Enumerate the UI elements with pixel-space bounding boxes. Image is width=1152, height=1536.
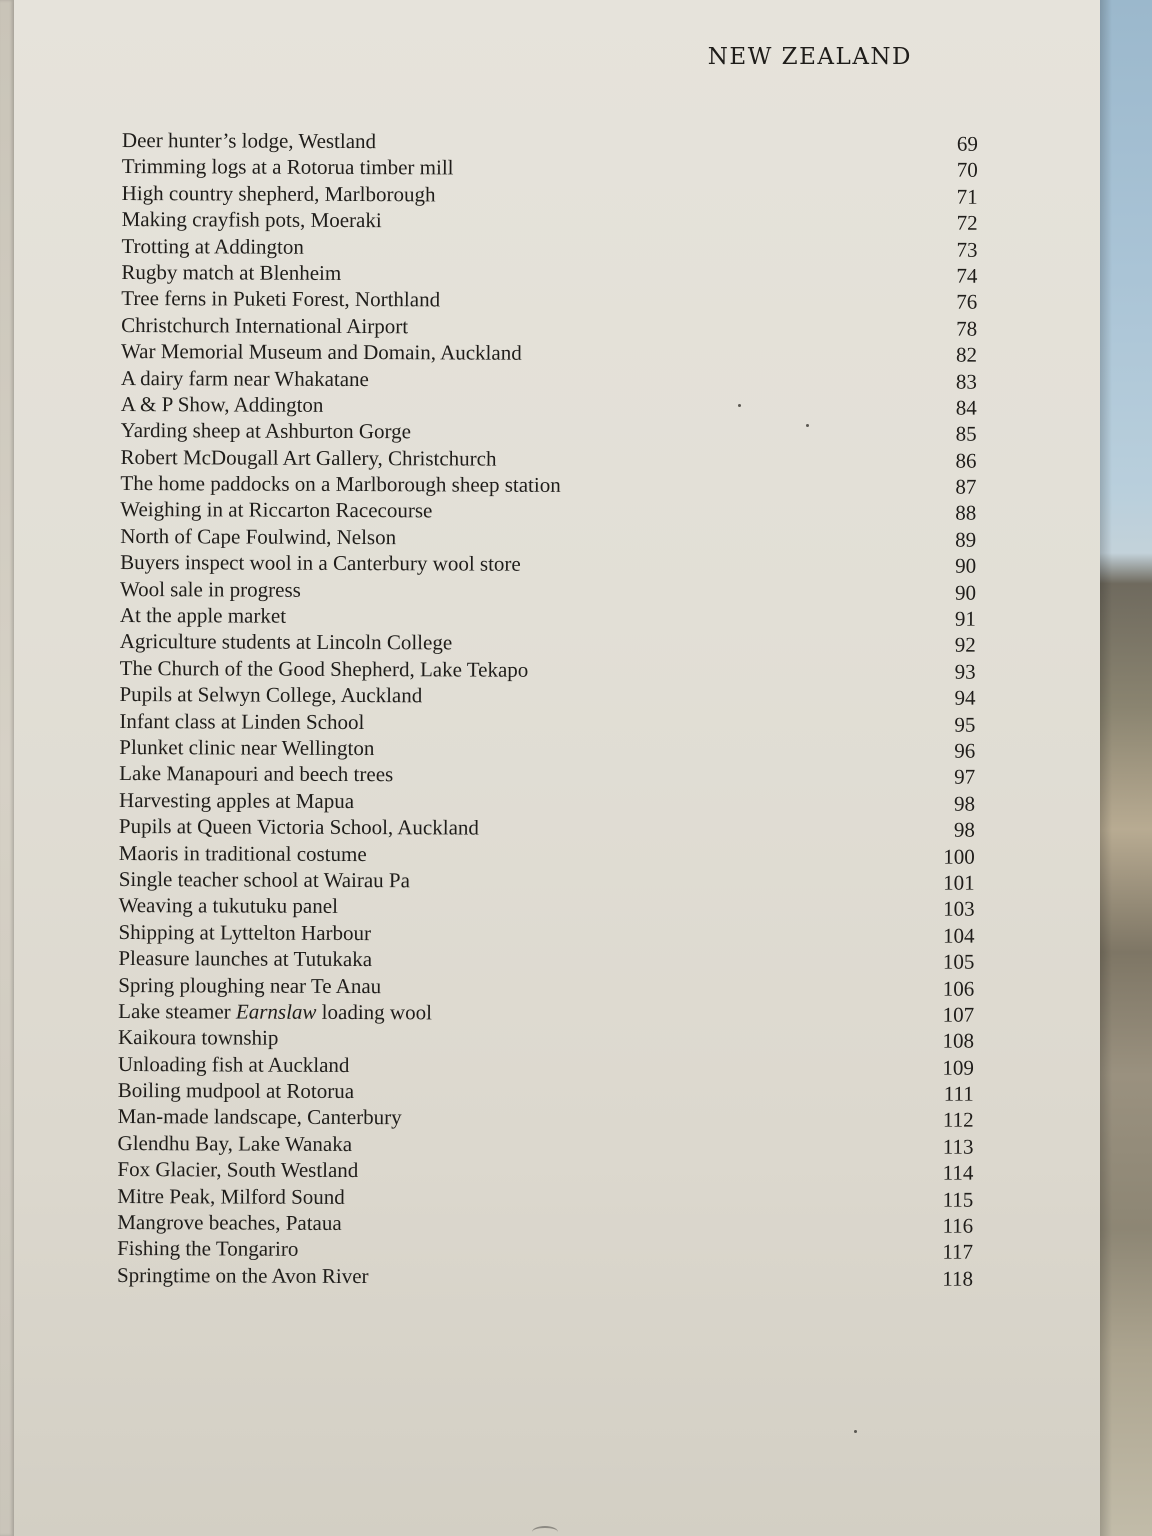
entry-page-number: 112 [942, 1108, 974, 1133]
list-entry [118, 1078, 974, 1108]
entry-title: Lake Manapouri and beech trees [119, 761, 394, 787]
list-entry [119, 682, 975, 712]
book-page [14, 0, 1100, 1536]
entry-title: A & P Show, Addington [120, 391, 324, 417]
entry-page-number: 114 [942, 1160, 974, 1185]
cover-shadow [1100, 0, 1112, 1536]
entry-title: Trotting at Addington [121, 233, 304, 259]
entry-page-number: 109 [942, 1055, 974, 1080]
list-entry [120, 550, 976, 580]
entry-page-number: 70 [956, 158, 978, 183]
entry-title: Pupils at Queen Victoria School, Auckland [118, 814, 479, 840]
entry-title: Springtime on the Avon River [116, 1262, 369, 1288]
entry-page-number: 106 [942, 976, 975, 1001]
entry-title: The home paddocks on a Marlborough sheep station [120, 471, 561, 497]
list-entry [119, 735, 975, 765]
entry-title: Plunket clinic near Wellington [119, 734, 375, 761]
entry-page-number: 98 [954, 791, 976, 816]
entry-title: The Church of the Good Shepherd, Lake Tekapo [119, 655, 529, 682]
left-page-edge [0, 0, 14, 1536]
list-entry [118, 1131, 974, 1161]
list-entry [120, 577, 976, 607]
list-entry [117, 1236, 973, 1266]
entry-page-number: 95 [954, 712, 976, 737]
list-entry [121, 339, 977, 369]
entry-title: Harvesting apples at Mapua [119, 787, 355, 813]
entry-title: At the apple market [119, 603, 287, 628]
entry-page-number: 96 [954, 738, 976, 763]
entry-page-number: 103 [943, 896, 975, 922]
entry-title: High country shepherd, Marlborough [121, 180, 436, 207]
entry-page-number: 118 [942, 1266, 974, 1291]
entry-page-number: 113 [942, 1134, 974, 1159]
entry-title: Spring ploughing near Te Anau [118, 972, 382, 998]
entry-title: War Memorial Museum and Domain, Auckland [120, 339, 522, 365]
list-entry [117, 1210, 973, 1240]
entry-page-number: 98 [953, 817, 975, 842]
entry-title: Fishing the Tongariro [117, 1236, 299, 1262]
entry-title: Robert McDougall Art Gallery, Christchurch [120, 444, 497, 471]
list-entry [121, 366, 977, 396]
entry-page-number: 78 [956, 316, 978, 341]
entry-title: Mitre Peak, Milford Sound [117, 1183, 345, 1209]
entry-title: Infant class at Linden School [119, 708, 365, 734]
list-entry [121, 234, 977, 264]
illustrations-list [117, 128, 978, 1293]
entry-page-number: 117 [942, 1239, 974, 1265]
entry-page-number: 104 [942, 923, 975, 948]
entry-page-number: 90 [955, 553, 977, 578]
list-entry [121, 313, 977, 343]
paper-speck [738, 404, 741, 407]
entry-page-number: 105 [942, 949, 975, 974]
entry-page-number: 73 [956, 237, 978, 262]
entry-title: Weighing in at Riccarton Racecourse [120, 497, 433, 523]
entry-page-number: 115 [942, 1187, 974, 1212]
page-number-fragment [532, 1526, 558, 1536]
entry-title: Lake steamer Earnslaw loading wool [118, 998, 432, 1025]
entry-title: Yarding sheep at Ashburton Gorge [120, 418, 412, 444]
entry-page-number: 89 [955, 527, 977, 552]
entry-page-number: 72 [956, 210, 978, 235]
entry-page-number: 116 [942, 1213, 974, 1238]
entry-page-number: 94 [954, 685, 976, 710]
entry-page-number: 93 [954, 659, 976, 684]
entry-page-number: 69 [956, 131, 978, 156]
entry-page-number: 83 [955, 369, 977, 394]
entry-page-number: 107 [942, 1002, 975, 1027]
list-entry [119, 761, 975, 791]
running-head: NEW ZEALAND [707, 44, 912, 70]
entry-title: Agriculture students at Lincoln College [119, 629, 453, 655]
entry-page-number: 76 [956, 289, 978, 315]
list-entry [122, 181, 978, 211]
entry-page-number: 108 [942, 1028, 975, 1054]
entry-page-number: 97 [954, 765, 976, 790]
entry-title: Pupils at Selwyn College, Auckland [119, 682, 423, 708]
entry-title: Man-made landscape, Canterbury [117, 1104, 402, 1130]
entry-title: Pleasure launches at Tutukaka [118, 946, 373, 972]
entry-title: Fox Glacier, South Westland [117, 1157, 359, 1183]
list-entry [121, 392, 977, 422]
entry-page-number: 101 [943, 870, 975, 895]
entry-title: Single teacher school at Wairau Pa [118, 866, 411, 893]
list-entry [118, 1052, 974, 1082]
list-entry [121, 418, 977, 448]
entry-title: Shipping at Lyttelton Harbour [118, 919, 372, 945]
list-entry [120, 524, 976, 554]
entry-title: Tree ferns in Puketi Forest, Northland [121, 286, 441, 312]
list-entry [118, 999, 974, 1029]
list-entry [118, 920, 974, 950]
entry-title: Buyers inspect wool in a Canterbury wool store [120, 550, 521, 576]
entry-page-number: 111 [943, 1081, 974, 1106]
entry-title: Trimming logs at a Rotorua timber mill [121, 154, 454, 180]
entry-title: Christchurch International Airport [121, 312, 409, 338]
entry-page-number: 71 [956, 184, 978, 209]
entry-title: Rugby match at Blenheim [121, 259, 342, 285]
list-entry [121, 445, 977, 475]
entry-title: North of Cape Foulwind, Nelson [120, 523, 397, 550]
list-entry [119, 709, 975, 739]
entry-title: Weaving a tukutuku panel [118, 893, 339, 919]
list-entry [119, 867, 975, 897]
list-entry [119, 814, 975, 844]
entry-title: A dairy farm near Whakatane [120, 365, 369, 391]
list-entry [122, 154, 978, 184]
list-entry [121, 286, 977, 316]
entry-page-number: 92 [954, 633, 976, 658]
list-entry [118, 1025, 974, 1055]
list-entry [121, 260, 977, 290]
entry-title: Glendhu Bay, Lake Wanaka [117, 1130, 353, 1156]
ship-name: Earnslaw [235, 999, 317, 1024]
list-entry [119, 841, 975, 871]
entry-page-number: 84 [955, 395, 977, 420]
entry-page-number: 86 [955, 448, 977, 473]
entry-title: Maoris in traditional costume [118, 840, 367, 866]
entry-title: Mangrove beaches, Pataua [117, 1210, 342, 1235]
entry-page-number: 90 [954, 580, 977, 605]
list-entry [118, 972, 974, 1002]
paper-speck [806, 424, 809, 427]
list-entry [120, 629, 976, 659]
entry-title: Deer hunter’s lodge, Westland [121, 128, 377, 154]
entry-title: Wool sale in progress [119, 576, 301, 602]
list-entry [120, 656, 976, 686]
list-entry [118, 946, 974, 976]
entry-page-number: 82 [955, 342, 978, 367]
paper-speck [854, 1430, 857, 1433]
list-entry [120, 603, 976, 633]
list-entry [122, 207, 978, 237]
entry-page-number: 100 [943, 844, 975, 869]
entry-title: Kaikoura township [117, 1025, 279, 1050]
entry-title: Making crayfish pots, Moeraki [121, 207, 382, 233]
entry-title: Boiling mudpool at Rotorua [117, 1078, 355, 1104]
list-entry [119, 893, 975, 923]
list-entry [120, 471, 976, 501]
list-entry [117, 1263, 973, 1293]
entry-page-number: 88 [955, 501, 977, 526]
list-entry [117, 1157, 973, 1187]
list-entry [119, 788, 975, 818]
list-entry [117, 1184, 973, 1214]
entry-page-number: 85 [955, 421, 977, 447]
list-entry [122, 128, 978, 158]
list-entry [118, 1104, 974, 1134]
list-entry [120, 497, 976, 527]
entry-page-number: 87 [955, 474, 977, 499]
entry-title: Unloading fish at Auckland [117, 1051, 350, 1077]
entry-page-number: 74 [956, 263, 978, 288]
entry-page-number: 91 [954, 606, 976, 631]
